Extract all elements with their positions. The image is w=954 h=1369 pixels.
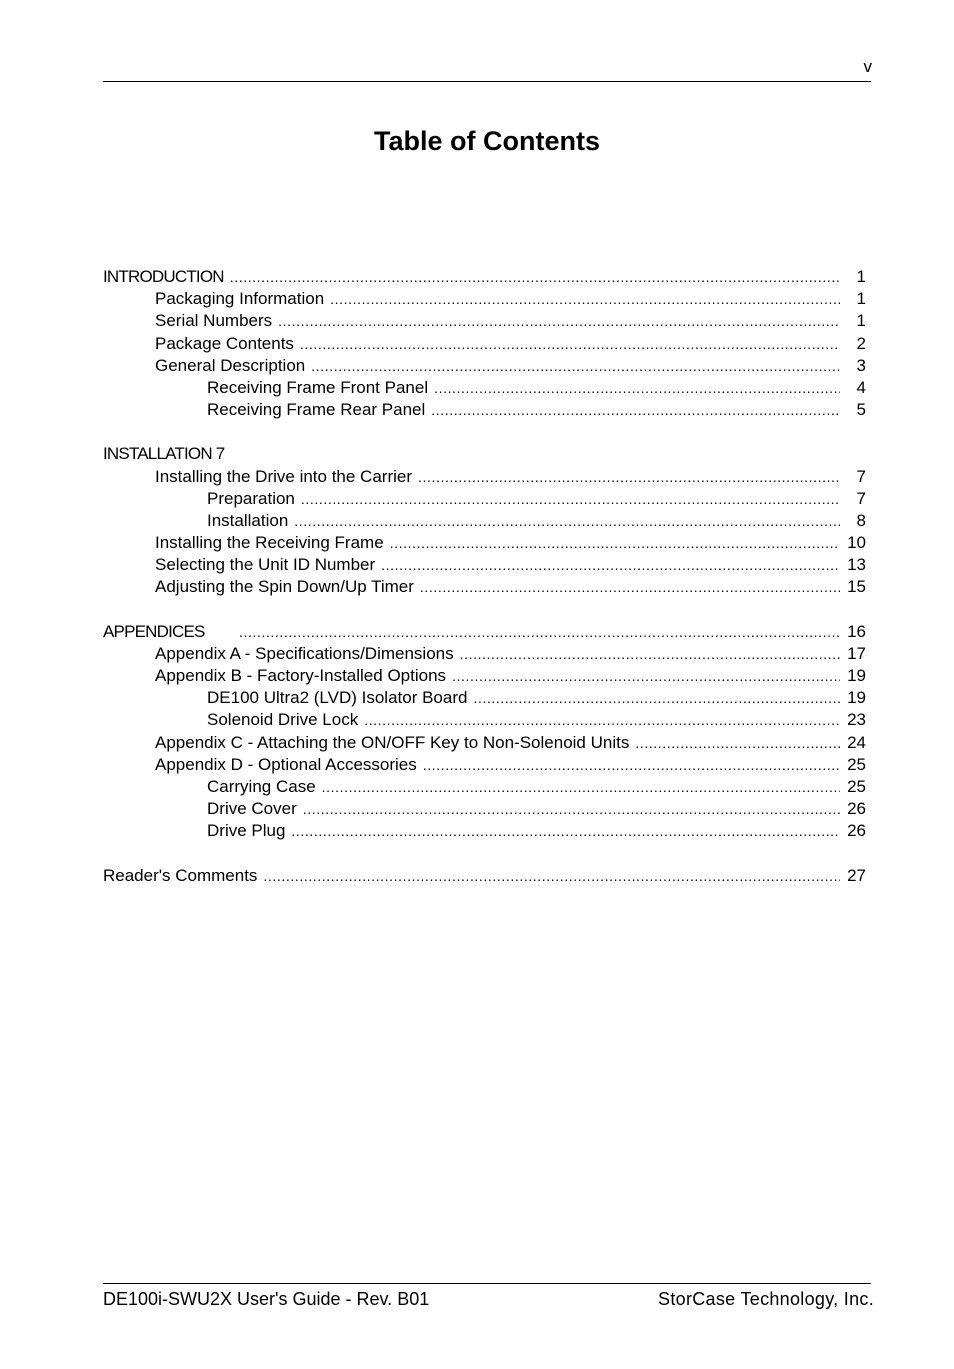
toc-entry-rear-panel[interactable] (103, 399, 866, 421)
toc-entry-label: Receiving Frame Front Panel (207, 377, 429, 397)
toc-entry-unit-id[interactable] (103, 554, 866, 576)
toc-entry-label: Solenoid Drive Lock (207, 710, 359, 730)
dot-leader (473, 687, 840, 709)
toc-entry-label: Appendix D - Optional Accessories (155, 754, 417, 774)
dot-leader (431, 399, 840, 421)
toc-entry-installation[interactable] (103, 443, 866, 465)
toc-entry-appendix-a[interactable] (103, 643, 866, 665)
toc-entry-page: 16 (847, 621, 866, 641)
toc-entry-packaging-information[interactable] (103, 288, 866, 310)
toc-entry-spin-timer[interactable] (103, 576, 866, 598)
footer-document-title: DE100i-SWU2X User's Guide - Rev. B01 (103, 1289, 430, 1309)
toc-entry-drive-cover[interactable] (103, 798, 866, 820)
toc-entry-label: INSTALLATION 7 (103, 444, 225, 464)
toc-entry-label: Selecting the Unit ID Number (155, 555, 376, 575)
dot-leader (311, 355, 840, 377)
toc-entry-label: Appendix B - Factory-Installed Options (155, 666, 447, 685)
toc-entry-page: 27 (847, 865, 866, 885)
toc-entry-drive-into-carrier[interactable] (103, 466, 866, 488)
toc-entry-label: Preparation (207, 488, 295, 508)
toc-entry-page: 26 (847, 821, 866, 841)
toc-entry-package-contents[interactable] (103, 333, 866, 355)
toc-entry-introduction[interactable] (103, 266, 866, 288)
dot-leader (390, 532, 840, 554)
toc-entry-page: 17 (847, 643, 866, 663)
toc-entry-label: Installation (207, 510, 289, 530)
dot-leader (423, 754, 840, 776)
toc-entry-page: 7 (856, 466, 866, 486)
toc-entry-isolator-board[interactable] (103, 687, 866, 709)
toc-entry-label: Packaging Information (155, 289, 325, 309)
toc-entry-appendix-c[interactable] (103, 732, 866, 754)
dot-leader (303, 798, 840, 820)
toc-entry-label: Adjusting the Spin Down/Up Timer (155, 577, 414, 597)
header-rule (103, 81, 871, 82)
toc-entry-front-panel[interactable] (103, 377, 866, 399)
toc-entry-label: General Description (155, 355, 306, 375)
dot-leader (434, 377, 840, 399)
dot-leader (278, 310, 840, 332)
toc-entry-page: 25 (847, 776, 866, 796)
toc-entry-page: 25 (847, 754, 866, 774)
toc-entry-serial-numbers[interactable] (103, 310, 866, 332)
toc-entry-page: 1 (856, 311, 866, 331)
toc-entry-general-description[interactable] (103, 355, 866, 377)
toc-entry-page: 24 (847, 732, 866, 752)
toc-entry-appendix-d[interactable] (103, 754, 866, 776)
toc-entry-label: Installing the Drive into the Carrier (155, 466, 413, 486)
toc-entry-page: 2 (856, 333, 866, 353)
toc-entry-label: Installing the Receiving Frame (155, 533, 384, 553)
toc-entry-page: 1 (856, 289, 866, 309)
dot-leader (420, 576, 840, 598)
toc-entry-page: 7 (856, 488, 866, 508)
page-title: Table of Contents (374, 126, 600, 156)
toc-entry-page: 8 (856, 510, 866, 530)
footer-company: StorCase Technology, Inc. (658, 1289, 874, 1309)
toc-entry-label: Receiving Frame Rear Panel (207, 400, 426, 420)
dot-leader (364, 709, 840, 731)
dot-leader (263, 865, 840, 887)
toc-entry-label: Appendix C - Attaching the ON/OFF Key to Non-Solenoid Units (155, 732, 630, 752)
toc-entry-page: 26 (847, 799, 866, 819)
toc-entry-appendices[interactable] (103, 621, 866, 643)
dot-leader (452, 665, 840, 687)
toc-entry-label: DE100 Ultra2 (LVD) Isolator Board (207, 688, 468, 708)
toc-entry-page: 10 (847, 533, 866, 553)
toc-entry-label: Carrying Case (207, 776, 316, 796)
dot-leader (301, 488, 840, 510)
dot-leader (322, 776, 840, 798)
dot-leader (381, 554, 840, 576)
dot-leader (291, 820, 840, 842)
footer-rule (103, 1283, 871, 1284)
toc-entry-installation-sub[interactable] (103, 510, 866, 532)
dot-leader (418, 466, 840, 488)
dot-leader (635, 732, 840, 754)
dot-leader (460, 643, 840, 665)
dot-leader (239, 621, 840, 643)
toc-entry-label: Drive Plug (207, 821, 286, 841)
toc-entry-label: Package Contents (155, 333, 294, 353)
toc-entry-page: 15 (847, 577, 866, 597)
section-spacer (103, 843, 866, 865)
toc-entry-page: 19 (847, 666, 866, 685)
toc-entry-preparation[interactable] (103, 488, 866, 510)
toc-entry-page: 3 (856, 355, 866, 375)
dot-leader (230, 266, 840, 288)
toc-entry-page: 1 (856, 267, 866, 286)
toc-entry-page: 13 (847, 555, 866, 575)
dot-leader (300, 333, 840, 355)
toc-entry-label: INTRODUCTION (103, 267, 224, 286)
toc-entry-carrying-case[interactable] (103, 776, 866, 798)
toc-entry-page: 4 (856, 377, 866, 397)
toc-entry-solenoid-lock[interactable] (103, 709, 866, 731)
toc-entry-label: Reader's Comments (103, 865, 258, 885)
toc-entry-receiving-frame[interactable] (103, 532, 866, 554)
dot-leader (294, 510, 840, 532)
toc-entry-label: APPENDICES (103, 621, 205, 641)
toc-entry-readers-comments[interactable] (103, 865, 866, 887)
toc-entry-label: Drive Cover (207, 799, 297, 819)
toc-entry-page: 23 (847, 710, 866, 730)
page-number: v (863, 57, 872, 76)
toc-entry-page: 5 (856, 400, 866, 420)
dot-leader (330, 288, 840, 310)
toc-list (103, 266, 866, 887)
section-spacer (103, 599, 866, 621)
toc-entry-appendix-b[interactable] (103, 665, 866, 687)
toc-entry-label: Serial Numbers (155, 311, 273, 331)
toc-entry-label: Appendix A - Specifications/Dimensions (155, 643, 454, 663)
section-spacer (103, 421, 866, 443)
toc-entry-drive-plug[interactable] (103, 820, 866, 842)
toc-entry-page: 19 (847, 688, 866, 708)
